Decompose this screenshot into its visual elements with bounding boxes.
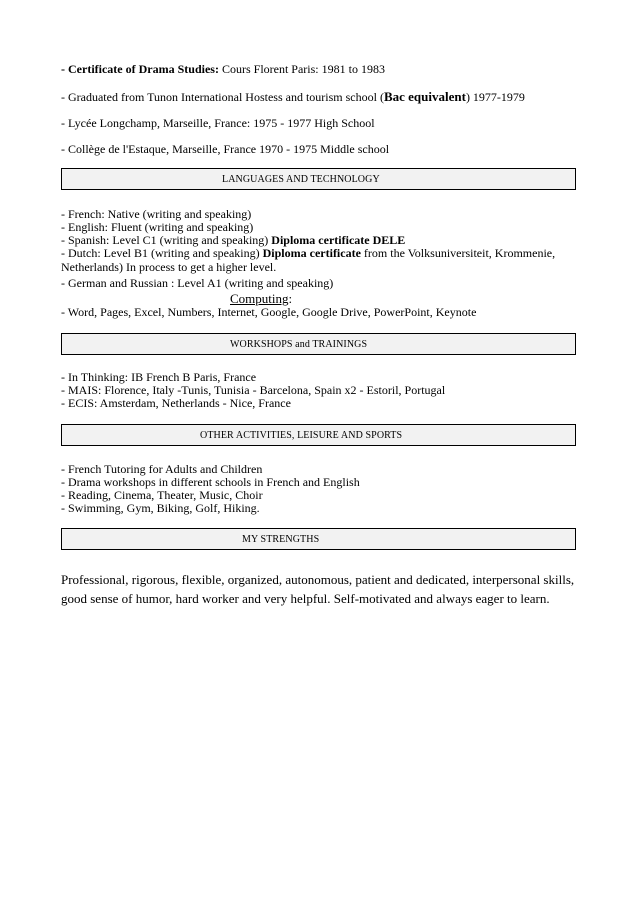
lang-german-russian: - German and Russian : Level A1 (writing and speaking) xyxy=(61,276,334,290)
strengths-paragraph: Professional, rigorous, flexible, organized, autonomous, patient and dedicated, interpersonal skills, good sense of humor, hard worker and very helpful. Self-motivated and always eager to learn. xyxy=(61,572,575,606)
activity-item: - Reading, Cinema, Theater, Music, Choir xyxy=(61,488,263,502)
lang-dutch-rest: from the Volksuniversiteit, Krommenie, Netherlands) In process to get a higher level. xyxy=(61,246,556,274)
drama-detail: Cours Florent Paris: 1981 to 1983 xyxy=(218,62,385,76)
tunon-rest: ) 1977-1979 xyxy=(465,90,525,104)
drama-label: Certificate of Drama Studies: xyxy=(68,62,219,76)
tunon-prefix: - Graduated from Tunon International Hostess and tourism school ( xyxy=(61,90,384,104)
tunon-bold: Bac equivalent xyxy=(383,89,466,104)
activity-item: - French Tutoring for Adults and Children xyxy=(61,462,263,476)
tunon-line xyxy=(61,90,525,104)
workshop-item: - ECIS: Amsterdam, Netherlands - Nice, France xyxy=(61,396,291,410)
lang-dutch-diploma: Diploma certificate xyxy=(262,246,361,260)
activity-item: - Drama workshops in different schools in French and English xyxy=(61,475,360,489)
section-header-languages xyxy=(61,168,576,190)
lang-spanish-diploma: Diploma certificate DELE xyxy=(271,233,406,247)
section-title-strengths: MY STRENGTHS xyxy=(242,534,320,545)
section-header-strengths xyxy=(61,528,576,550)
lang-spanish-text: - Spanish: Level C1 (writing and speaking) xyxy=(61,233,272,247)
computing-title-text: Computing xyxy=(230,291,289,306)
lang-dutch xyxy=(61,246,581,274)
lang-english: - English: Fluent (writing and speaking) xyxy=(61,220,254,234)
drama-prefix: - xyxy=(61,62,68,76)
computing-items: - Word, Pages, Excel, Numbers, Internet, Google, Google Drive, PowerPoint, Keynote xyxy=(61,305,477,319)
workshop-item: - In Thinking: IB French B Paris, France xyxy=(61,370,257,384)
lang-french: - French: Native (writing and speaking) xyxy=(61,207,252,221)
drama-certificate-line xyxy=(61,62,385,76)
lang-dutch-text: - Dutch: Level B1 (writing and speaking) xyxy=(61,246,263,260)
lycee-line: - Lycée Longchamp, Marseille, France: 1975 - 1977 High School xyxy=(61,116,375,130)
activity-item: - Swimming, Gym, Biking, Golf, Hiking. xyxy=(61,501,260,515)
computing-colon: : xyxy=(288,291,293,306)
lang-spanish xyxy=(61,233,405,247)
college-line: - Collège de l'Estaque, Marseille, France 1970 - 1975 Middle school xyxy=(61,142,390,156)
section-header-activities xyxy=(61,424,576,446)
section-header-workshops xyxy=(61,333,576,355)
section-title-activities: OTHER ACTIVITIES, LEISURE AND SPORTS xyxy=(200,430,403,441)
section-title-languages: LANGUAGES AND TECHNOLOGY xyxy=(222,174,380,185)
section-title-workshops: WORKSHOPS and TRAININGS xyxy=(230,339,368,350)
workshop-item: - MAIS: Florence, Italy -Tunis, Tunisia - Barcelona, Spain x2 - Estoril, Portugal xyxy=(61,383,446,397)
